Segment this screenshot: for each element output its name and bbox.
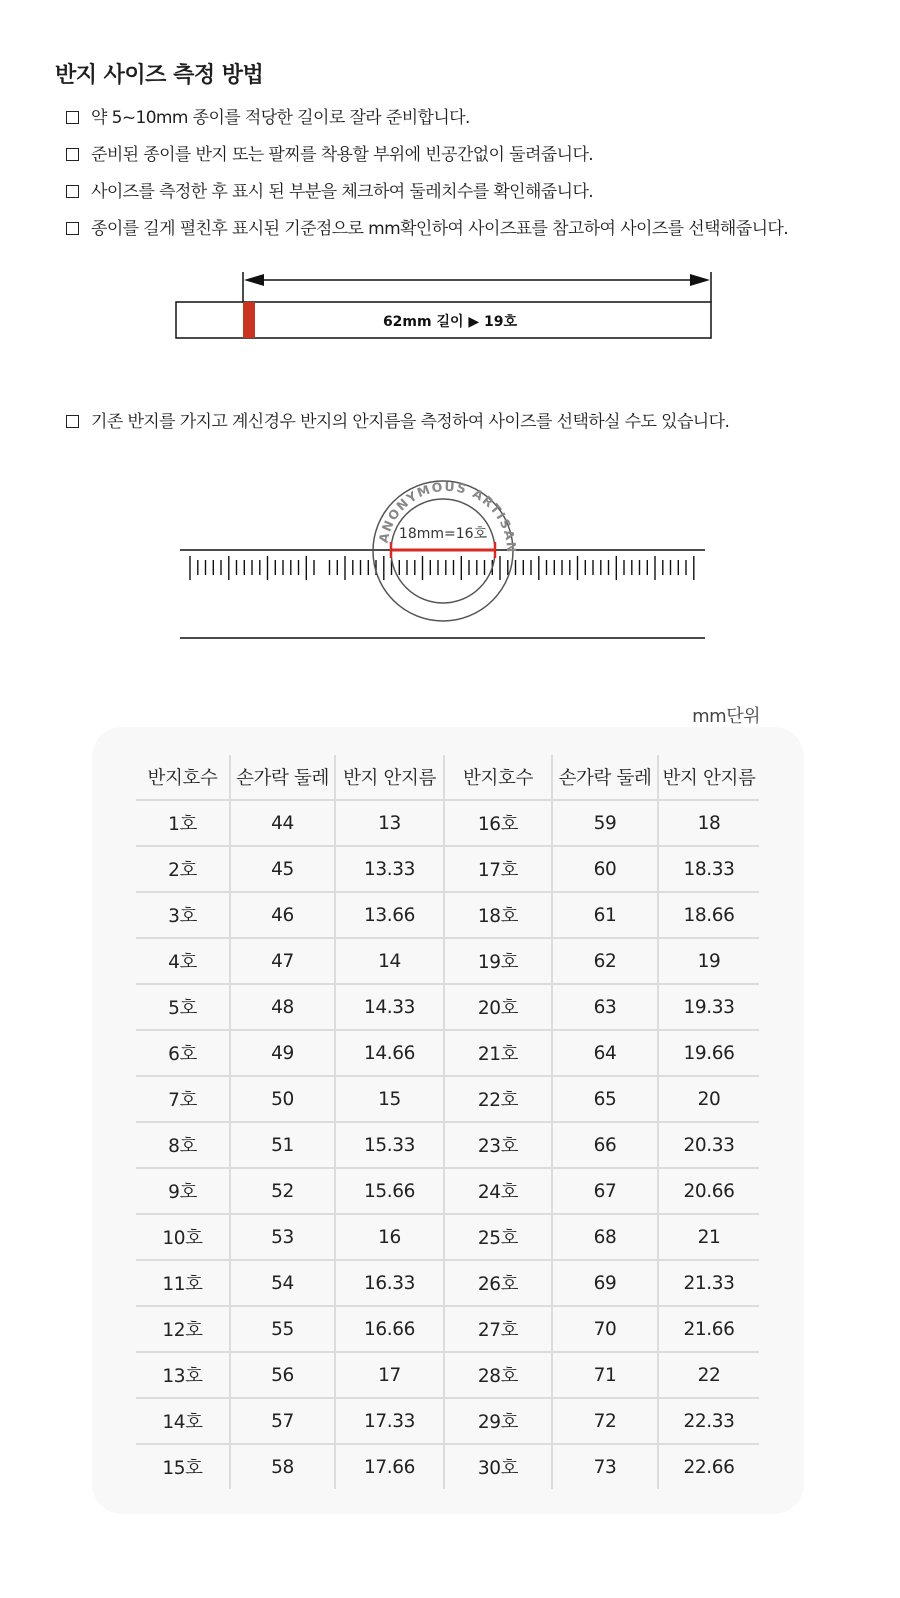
step-item xyxy=(66,104,788,141)
step-item xyxy=(66,178,788,215)
table-cell: 63 xyxy=(552,984,658,1030)
table-cell: 71 xyxy=(552,1352,658,1398)
table-cell: 19호 xyxy=(444,938,552,984)
table-cell: 60 xyxy=(552,846,658,892)
table-cell: 15 xyxy=(335,1076,444,1122)
table-row xyxy=(136,1260,759,1306)
table-cell: 18.66 xyxy=(658,892,759,938)
table-cell: 18호 xyxy=(444,892,552,938)
table-cell: 69 xyxy=(552,1260,658,1306)
table-cell: 8호 xyxy=(136,1122,230,1168)
table-cell: 17.33 xyxy=(335,1398,444,1444)
table-row xyxy=(136,846,759,892)
table-cell: 20 xyxy=(658,1076,759,1122)
ring-measure-diagram xyxy=(0,470,900,650)
table-cell: 22 xyxy=(658,1352,759,1398)
table-cell: 10호 xyxy=(136,1214,230,1260)
table-cell: 3호 xyxy=(136,892,230,938)
table-cell: 21호 xyxy=(444,1030,552,1076)
table-cell: 17.66 xyxy=(335,1444,444,1489)
table-cell: 66 xyxy=(552,1122,658,1168)
arrow-left-head-icon xyxy=(244,274,264,286)
unit-label: mm단위 xyxy=(692,706,760,727)
table-cell: 62 xyxy=(552,938,658,984)
table-cell: 5호 xyxy=(136,984,230,1030)
table-row xyxy=(136,1030,759,1076)
table-cell: 13.66 xyxy=(335,892,444,938)
table-cell: 6호 xyxy=(136,1030,230,1076)
existing-ring-note xyxy=(66,408,729,436)
step-text: 약 5~10mm 종이를 적당한 길이로 잘라 준비합니다. xyxy=(91,108,470,128)
ring-size-table xyxy=(136,755,759,1489)
table-cell: 24호 xyxy=(444,1168,552,1214)
table-cell: 13 xyxy=(335,800,444,846)
checkbox-square-icon xyxy=(66,111,79,124)
table-cell: 55 xyxy=(230,1306,335,1352)
table-cell: 13.33 xyxy=(335,846,444,892)
table-cell: 21 xyxy=(658,1214,759,1260)
table-cell: 52 xyxy=(230,1168,335,1214)
table-row xyxy=(136,1214,759,1260)
size-chart-card xyxy=(92,727,804,1514)
table-cell: 16호 xyxy=(444,800,552,846)
table-cell: 56 xyxy=(230,1352,335,1398)
measurement-steps xyxy=(66,104,788,252)
table-cell: 7호 xyxy=(136,1076,230,1122)
page-title: 반지 사이즈 측정 방법 xyxy=(55,63,264,88)
table-cell: 17 xyxy=(335,1352,444,1398)
table-row xyxy=(136,892,759,938)
table-cell: 46 xyxy=(230,892,335,938)
table-cell: 57 xyxy=(230,1398,335,1444)
table-cell: 48 xyxy=(230,984,335,1030)
table-row xyxy=(136,1398,759,1444)
table-cell: 68 xyxy=(552,1214,658,1260)
table-cell: 19.66 xyxy=(658,1030,759,1076)
step-text: 사이즈를 측정한 후 표시 된 부분을 체크하여 둘레치수를 확인해줍니다. xyxy=(91,182,594,202)
table-cell: 15.66 xyxy=(335,1168,444,1214)
ruler-ticks xyxy=(190,556,694,580)
table-cell: 15호 xyxy=(162,1458,203,1479)
table-cell: 15.33 xyxy=(335,1122,444,1168)
note-text: 기존 반지를 가지고 계신경우 반지의 안지름을 측정하여 사이즈를 선택하실 수도 있습니다. xyxy=(91,412,730,432)
table-cell: 20.33 xyxy=(658,1122,759,1168)
table-cell: 70 xyxy=(552,1306,658,1352)
step-text: 준비된 종이를 반지 또는 팔찌를 착용할 부위에 빈공간없이 둘려줍니다. xyxy=(91,145,594,165)
column-header: 손가락 둘레 xyxy=(230,755,335,800)
table-cell: 16.66 xyxy=(335,1306,444,1352)
table-cell: 30호 xyxy=(444,1444,552,1489)
arrow-right-head-icon xyxy=(690,274,710,286)
table-row xyxy=(136,984,759,1030)
table-cell: 16.33 xyxy=(335,1260,444,1306)
table-cell: 64 xyxy=(552,1030,658,1076)
column-header: 반지 안지름 xyxy=(335,755,444,800)
table-cell: 50 xyxy=(230,1076,335,1122)
column-header: 반지호수 xyxy=(444,755,552,800)
table-cell: 12호 xyxy=(136,1306,230,1352)
table-cell: 47 xyxy=(230,938,335,984)
table-row xyxy=(136,1306,759,1352)
column-header: 손가락 둘레 xyxy=(552,755,658,800)
table-cell: 53 xyxy=(230,1214,335,1260)
strip-marker xyxy=(243,302,255,338)
table-cell: 20.66 xyxy=(658,1168,759,1214)
table-cell: 9호 xyxy=(136,1168,230,1214)
table-cell: 54 xyxy=(230,1260,335,1306)
table-cell: 25호 xyxy=(444,1214,552,1260)
table-cell: 21.33 xyxy=(658,1260,759,1306)
table-cell: 29호 xyxy=(444,1398,552,1444)
table-header-row xyxy=(136,755,759,800)
column-header: 반지호수 xyxy=(136,755,230,800)
table-cell: 14 xyxy=(335,938,444,984)
table-cell: 13호 xyxy=(136,1352,230,1398)
measure-label: 18mm=16호 xyxy=(398,526,488,542)
table-cell: 28호 xyxy=(444,1352,552,1398)
table-cell: 21.66 xyxy=(658,1306,759,1352)
table-cell: 14.33 xyxy=(335,984,444,1030)
table-row xyxy=(136,1076,759,1122)
table-row xyxy=(136,1122,759,1168)
table-cell: 14호 xyxy=(136,1398,230,1444)
table-cell: 19 xyxy=(658,938,759,984)
ring-engraving: ANONYMOUS ARTISAN xyxy=(375,478,520,555)
table-cell: 72 xyxy=(552,1398,658,1444)
checkbox-square-icon xyxy=(66,185,79,198)
table-row xyxy=(136,1352,759,1398)
table-cell: 2호 xyxy=(136,846,230,892)
checkbox-square-icon xyxy=(66,415,79,428)
table-cell: 73 xyxy=(552,1444,658,1489)
table-cell: 20호 xyxy=(444,984,552,1030)
table-cell: 22호 xyxy=(444,1076,552,1122)
table-cell: 1호 xyxy=(136,800,230,846)
table-cell: 22.33 xyxy=(658,1398,759,1444)
paper-strip-diagram xyxy=(0,260,900,360)
step-item xyxy=(66,141,788,178)
table-cell: 16 xyxy=(335,1214,444,1260)
table-cell: 11호 xyxy=(136,1260,230,1306)
checkbox-square-icon xyxy=(66,222,79,235)
column-header: 반지 안지름 xyxy=(658,755,759,800)
step-item xyxy=(66,215,788,252)
table-cell: 18.33 xyxy=(658,846,759,892)
table-cell: 26호 xyxy=(444,1260,552,1306)
table-cell: 61 xyxy=(552,892,658,938)
strip-label: 62mm 길이 ▶ 19호 xyxy=(382,314,518,330)
table-cell: 65 xyxy=(552,1076,658,1122)
table-cell: 49 xyxy=(230,1030,335,1076)
table-cell: 51 xyxy=(230,1122,335,1168)
table-cell: 27호 xyxy=(444,1306,552,1352)
table-cell: 67 xyxy=(552,1168,658,1214)
table-row xyxy=(136,1168,759,1214)
table-cell: 58 xyxy=(230,1444,335,1489)
step-text: 종이를 길게 펼친후 표시된 기준점으로 mm확인하여 사이즈표를 참고하여 사이즈를 선택해줍니다. xyxy=(91,219,789,239)
checkbox-square-icon xyxy=(66,148,79,161)
table-cell: 45 xyxy=(230,846,335,892)
table-cell: 19.33 xyxy=(658,984,759,1030)
table-cell: 44 xyxy=(230,800,335,846)
table-row xyxy=(136,1444,759,1489)
table-cell: 23호 xyxy=(444,1122,552,1168)
table-row xyxy=(136,800,759,846)
table-row xyxy=(136,938,759,984)
table-cell: 4호 xyxy=(136,938,230,984)
table-cell: 14.66 xyxy=(335,1030,444,1076)
table-cell: 22.66 xyxy=(658,1444,759,1489)
table-cell: 17호 xyxy=(444,846,552,892)
table-cell: 59 xyxy=(552,800,658,846)
table-cell: 18 xyxy=(658,800,759,846)
